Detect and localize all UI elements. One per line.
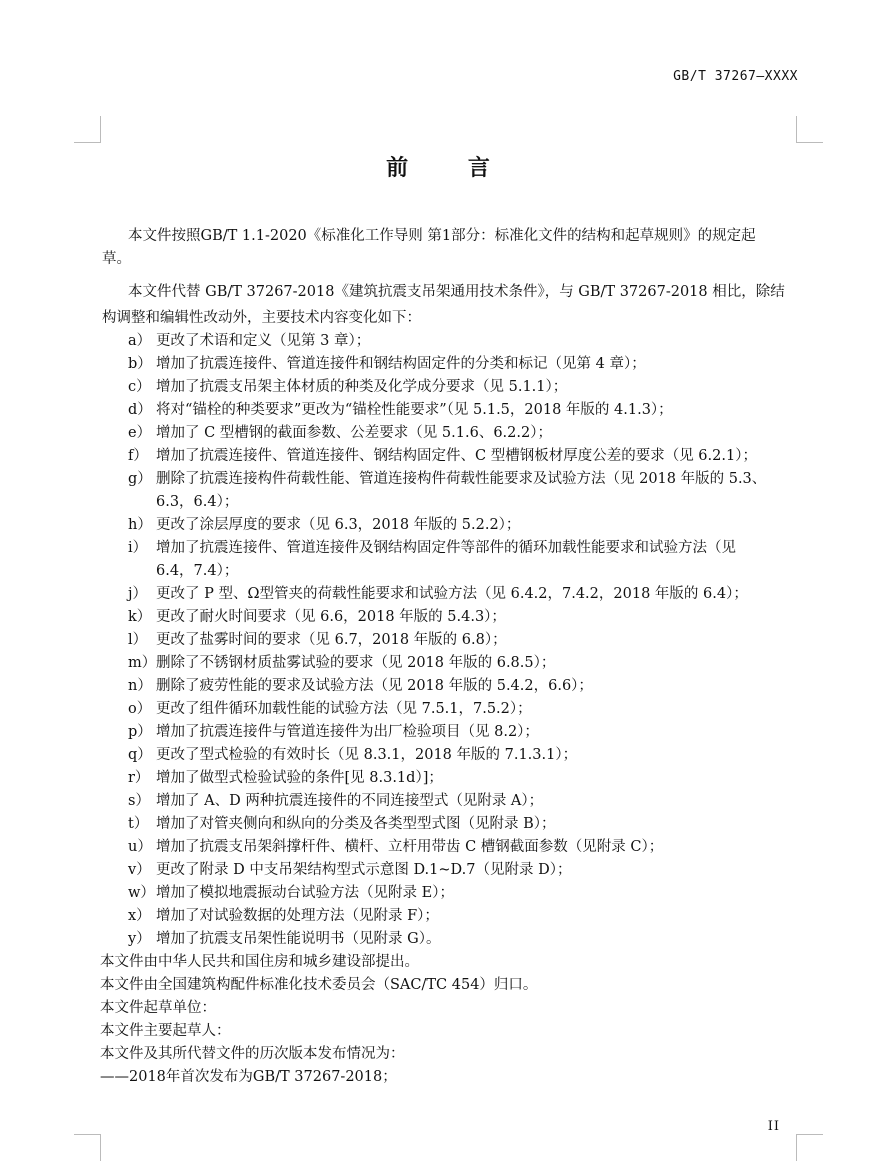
change-list-item: [128, 882, 800, 905]
list-item-label: x）: [128, 908, 151, 924]
list-item-label: v）: [128, 862, 151, 878]
list-item-label: p）: [128, 724, 152, 740]
crop-mark-top-left: [74, 116, 101, 143]
list-item-label: l）: [128, 632, 148, 648]
change-list-item: [128, 353, 800, 376]
list-item-label: r）: [128, 770, 150, 786]
preface-body: [100, 225, 800, 1089]
list-item-label: i）: [128, 540, 148, 556]
intro-paragraph-1-continued: 草。: [102, 251, 131, 267]
crop-mark-bottom-left: [74, 1134, 101, 1161]
list-item-label: n）: [128, 678, 152, 694]
list-item-label: q）: [128, 747, 152, 763]
list-item-label: a）: [128, 333, 152, 349]
list-item-label: f）: [128, 448, 148, 464]
change-list-item: [128, 859, 800, 882]
list-item-label: e）: [128, 425, 152, 441]
intro-paragraph-2: 本文件代替 GB/T 37267-2018《建筑抗震支吊架通用技术条件》，与 GB/T 37267-2018 相比，除结: [128, 284, 785, 300]
change-list-item: [128, 928, 800, 951]
page-number: II: [767, 1119, 780, 1134]
change-list-item: [128, 744, 800, 767]
intro-paragraph-2-continued: 构调整和编辑性改动外，主要技术内容变化如下：: [102, 310, 421, 326]
list-item-text: 删除了疲劳性能的要求及试验方法（见 2018 年版的 5.4.2，6.6）；: [156, 678, 593, 694]
closing-paragraph: 本文件及其所代替文件的历次版本发布情况为：: [100, 1046, 405, 1062]
list-item-text: 增加了模拟地震振动台试验方法（见附录 E）；: [156, 885, 454, 901]
change-list-item: [128, 767, 800, 790]
change-list-item: [128, 629, 800, 652]
list-item-text: 将对“锚栓的种类要求”更改为“锚栓性能要求”（见 5.1.5，2018 年版的 4.1.3）；: [156, 402, 673, 418]
change-list-item: [128, 813, 800, 836]
change-list-item: [128, 422, 800, 445]
intro-paragraph-1: [128, 225, 800, 248]
list-item-text: 更改了 P 型、Ω型管夹的荷载性能要求和试验方法（见 6.4.2，7.4.2，2018 年版的 6.4）；: [156, 586, 748, 602]
list-item-text: 增加了抗震连接件、管道连接件及钢结构固定件等部件的循环加载性能要求和试验方法（见: [156, 540, 736, 556]
change-list-item: [128, 836, 800, 859]
change-list-item: [128, 445, 800, 468]
list-item-label: u）: [128, 839, 152, 855]
list-item-text: 增加了 C 型槽钢的截面参数、公差要求（见 5.1.6、6.2.2）；: [156, 425, 552, 441]
list-item-text: 更改了附录 D 中支吊架结构型式示意图 D.1~D.7（见附录 D）；: [156, 862, 572, 878]
list-item-text: 增加了抗震支吊架主体材质的种类及化学成分要求（见 5.1.1）；: [156, 379, 568, 395]
change-list-item: [128, 537, 800, 583]
change-list-item: [128, 698, 800, 721]
change-list-item: [128, 376, 800, 399]
closing-paragraph: 本文件由全国建筑构配件标准化技术委员会（SAC/TC 454）归口。: [100, 977, 538, 993]
change-list-item: [128, 675, 800, 698]
change-list-item: [128, 514, 800, 537]
list-item-label: g）: [128, 471, 152, 487]
list-item-text: 更改了耐火时间要求（见 6.6，2018 年版的 5.4.3）；: [156, 609, 506, 625]
change-list-item: [128, 652, 800, 675]
change-list-item: [128, 606, 800, 629]
list-item-label: j）: [128, 586, 147, 602]
list-item-text: 增加了抗震连接件、管道连接件、钢结构固定件、C 型槽钢板材厚度公差的要求（见 6.2.1）；: [156, 448, 757, 464]
crop-mark-bottom-right: [796, 1134, 823, 1161]
change-list-item: [128, 790, 800, 813]
list-item-label: d）: [128, 402, 152, 418]
list-item-label: k）: [128, 609, 152, 625]
list-item-text: 增加了抗震连接件与管道连接件为出厂检验项目（见 8.2）；: [156, 724, 539, 740]
list-item-text: 删除了抗震连接构件荷载性能、管道连接构件荷载性能要求及试验方法（见 2018 年版的 5.3、: [156, 471, 767, 487]
change-list-item: [128, 330, 800, 353]
crop-mark-top-right: [796, 116, 823, 143]
list-item-label: s）: [128, 793, 150, 809]
standard-code: GB/T 37267—XXXX: [673, 69, 798, 84]
list-item-label: y）: [128, 931, 151, 947]
list-item-text: 增加了抗震支吊架斜撑杆件、横杆、立杆用带齿 C 槽钢截面参数（见附录 C）；: [156, 839, 664, 855]
list-item-text: 增加了对管夹侧向和纵向的分类及各类型型式图（见附录 B）；: [156, 816, 556, 832]
change-list-item: [128, 721, 800, 744]
list-item-label: t）: [128, 816, 149, 832]
list-item-text: 增加了 A、D 两种抗震连接件的不同连接型式（见附录 A）；: [156, 793, 544, 809]
closing-paragraph: 本文件由中华人民共和国住房和城乡建设部提出。: [100, 954, 419, 970]
change-list-item: [128, 583, 800, 606]
closing-paragraph: 本文件起草单位：: [100, 1000, 216, 1016]
list-item-text: 删除了不锈钢材质盐雾试验的要求（见 2018 年版的 6.8.5）；: [156, 655, 556, 671]
closing-paragraph: ——2018年首次发布为GB/T 37267-2018；: [100, 1069, 397, 1085]
change-list-item: [128, 399, 800, 422]
list-item-label: o）: [128, 701, 152, 717]
change-list-item: [128, 468, 800, 514]
list-item-text: 6.3，6.4）；: [156, 494, 239, 510]
list-item-text: 更改了涂层厚度的要求（见 6.3，2018 年版的 5.2.2）；: [156, 517, 521, 533]
list-item-label: b）: [128, 356, 152, 372]
list-item-text: 增加了抗震支吊架性能说明书（见附录 G）。: [156, 931, 441, 947]
change-list: [128, 330, 800, 951]
intro-p1-line-1: 本文件按照GB/T 1.1-2020《标准化工作导则 第1部分：标准化文件的结构和起草规则》的规定起: [128, 228, 756, 244]
page-title: 前 言: [386, 156, 516, 181]
closing-paragraph: 本文件主要起草人：: [100, 1023, 231, 1039]
list-item-text: 增加了做型式检验试验的条件[见 8.3.1d）]；: [156, 770, 443, 786]
list-item-label: m）: [128, 655, 157, 671]
list-item-text: 更改了型式检验的有效时长（见 8.3.1，2018 年版的 7.1.3.1）；: [156, 747, 578, 763]
list-item-text: 更改了术语和定义（见第 3 章）；: [156, 333, 371, 349]
list-item-text: 更改了盐雾时间的要求（见 6.7，2018 年版的 6.8）；: [156, 632, 507, 648]
list-item-text: 增加了抗震连接件、管道连接件和钢结构固定件的分类和标记（见第 4 章）；: [156, 356, 646, 372]
list-item-label: c）: [128, 379, 151, 395]
change-list-item: [128, 905, 800, 928]
spacer: [128, 271, 800, 281]
list-item-text: 6.4，7.4）；: [156, 563, 239, 579]
list-item-text: 更改了组件循环加载性能的试验方法（见 7.5.1，7.5.2）；: [156, 701, 532, 717]
list-item-label: w）: [128, 885, 155, 901]
list-item-text: 增加了对试验数据的处理方法（见附录 F）；: [156, 908, 439, 924]
list-item-label: h）: [128, 517, 152, 533]
closing-section: [100, 951, 800, 1089]
